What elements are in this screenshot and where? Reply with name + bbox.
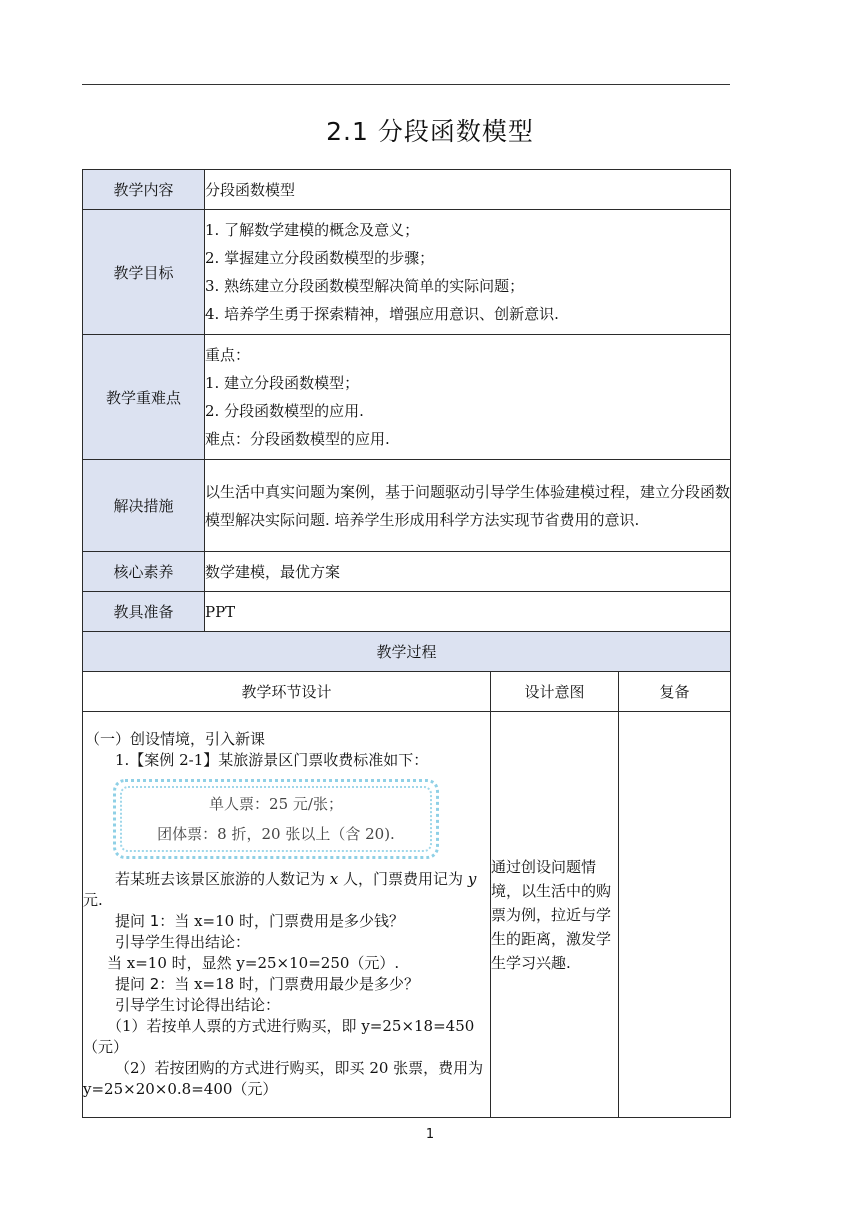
value-key bbox=[205, 335, 731, 460]
row-content bbox=[83, 170, 731, 210]
row-process-header bbox=[83, 632, 731, 672]
setup-c: 元. bbox=[83, 891, 103, 909]
page-number: 1 bbox=[425, 1127, 435, 1142]
prep-notes bbox=[619, 712, 731, 1118]
answer-2-1: （1）若按单人票的方式进行购买，即 y=25×18=450（元） bbox=[83, 1017, 475, 1056]
page-title: 2.1 分段函数模型 bbox=[326, 117, 534, 146]
goal-item-3: 3. 熟练建立分段函数模型解决简单的实际问题； bbox=[205, 277, 525, 295]
price-single: 单人票：25 元/张； bbox=[209, 795, 343, 813]
value-tools: PPT bbox=[205, 592, 731, 632]
label-key: 教学重难点 bbox=[83, 335, 205, 460]
question-1-text: 当 x=10 时，门票费用是多少钱？ bbox=[174, 912, 404, 930]
col-design-header: 教学环节设计 bbox=[83, 672, 491, 712]
header-rule bbox=[82, 84, 730, 85]
guide-2: 引导学生讨论得出结论： bbox=[115, 996, 281, 1014]
section-heading: （一）创设情境，引入新课 bbox=[85, 730, 266, 748]
question-1 bbox=[83, 911, 490, 932]
value-literacy: 数学建模，最优方案 bbox=[205, 552, 731, 592]
row-process-body bbox=[83, 712, 731, 1118]
var-x: x bbox=[329, 870, 339, 888]
lesson-plan-table bbox=[82, 169, 731, 1118]
key-item-2: 1. 建立分段函数模型； bbox=[205, 374, 360, 392]
price-group: 团体票：8 折，20 张以上（含 20). bbox=[157, 825, 395, 843]
design-content bbox=[83, 712, 491, 1118]
label-tools: 教具准备 bbox=[83, 592, 205, 632]
value-measures: 以生活中真实问题为案例，基于问题驱动引导学生体验建模过程，建立分段函数模型解决实际问题. 培养学生形成用科学方法实现节省费用的意识. bbox=[205, 460, 731, 552]
col-prep-header: 复备 bbox=[619, 672, 731, 712]
question-1-label: 提问 1： bbox=[115, 912, 175, 930]
row-measures bbox=[83, 460, 731, 552]
setup-text bbox=[83, 869, 490, 911]
question-2 bbox=[83, 974, 490, 995]
answer-1: 当 x=10 时，显然 y=25×10=250（元）. bbox=[107, 954, 400, 972]
question-2-label: 提问 2： bbox=[115, 975, 175, 993]
value-goals bbox=[205, 210, 731, 335]
key-item-3: 2. 分段函数模型的应用. bbox=[205, 402, 364, 420]
label-measures: 解决措施 bbox=[83, 460, 205, 552]
label-content: 教学内容 bbox=[83, 170, 205, 210]
var-y: y bbox=[467, 870, 477, 888]
key-item-1: 重点： bbox=[205, 346, 251, 364]
goal-item-4: 4. 培养学生勇于探索精神，增强应用意识、创新意识. bbox=[205, 305, 559, 323]
process-header: 教学过程 bbox=[83, 632, 731, 672]
guide-1: 引导学生得出结论： bbox=[115, 933, 251, 951]
col-intent-header: 设计意图 bbox=[491, 672, 619, 712]
case-intro: 1.【案例 2-1】某旅游景区门票收费标准如下： bbox=[115, 751, 429, 769]
row-key bbox=[83, 335, 731, 460]
question-2-text: 当 x=18 时，门票费用最少是多少？ bbox=[174, 975, 419, 993]
setup-a: 若某班去该景区旅游的人数记为 bbox=[115, 870, 326, 888]
price-card bbox=[113, 779, 439, 859]
row-goals bbox=[83, 210, 731, 335]
setup-b: 人，门票费用记为 bbox=[343, 870, 464, 888]
label-literacy: 核心素养 bbox=[83, 552, 205, 592]
value-content: 分段函数模型 bbox=[205, 170, 731, 210]
row-tools bbox=[83, 592, 731, 632]
row-process-columns bbox=[83, 672, 731, 712]
row-literacy bbox=[83, 552, 731, 592]
goal-item-1: 1. 了解数学建模的概念及意义； bbox=[205, 221, 420, 239]
design-intent: 通过创设问题情境，以生活中的购票为例，拉近与学生的距离，激发学生学习兴趣. bbox=[491, 712, 619, 1118]
key-item-4: 难点：分段函数模型的应用. bbox=[205, 430, 390, 448]
goal-item-2: 2. 掌握建立分段函数模型的步骤； bbox=[205, 249, 435, 267]
label-goals: 教学目标 bbox=[83, 210, 205, 335]
answer-2-2: （2）若按团购的方式进行购买，即买 20 张票，费用为 y=25×20×0.8=400（元） bbox=[83, 1059, 484, 1098]
